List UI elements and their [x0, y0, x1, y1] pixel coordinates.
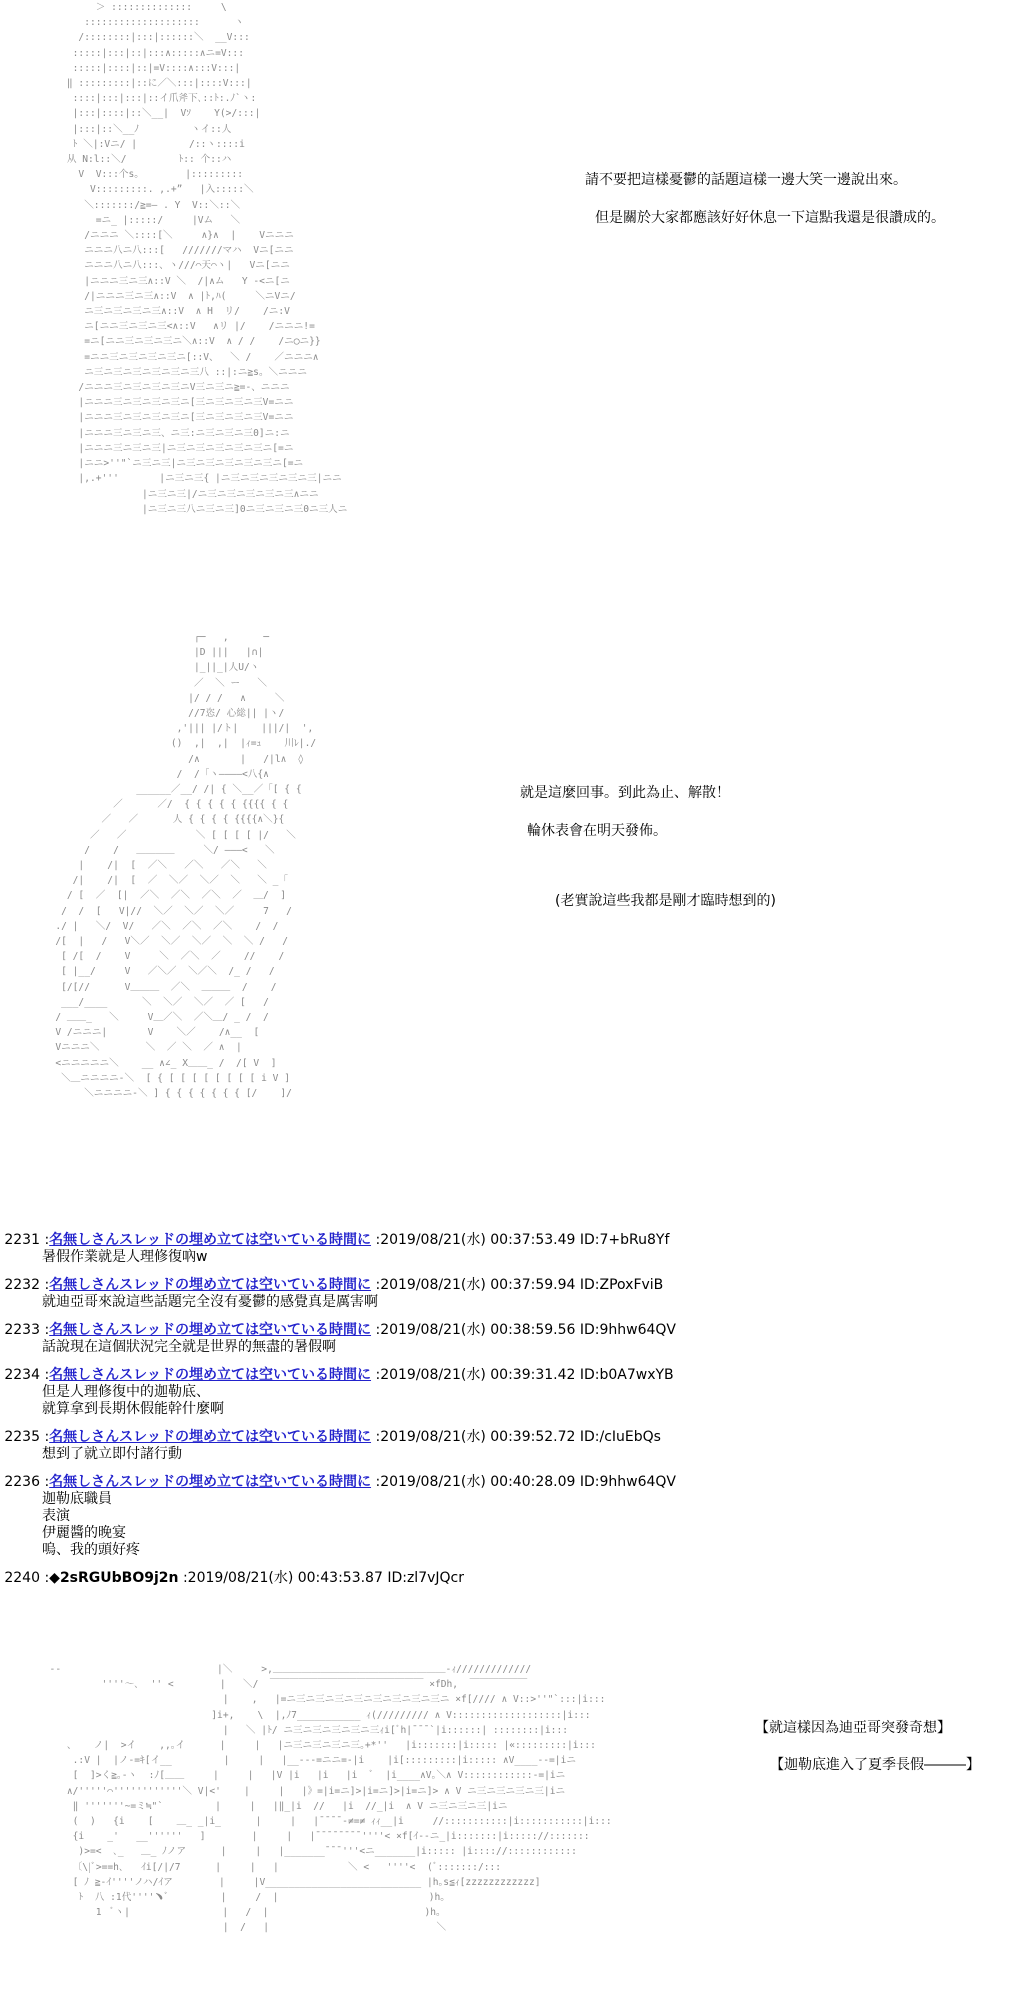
post-meta: :2019/08/21(水) 00:39:31.42 ID:b0A7wxYB: [375, 1367, 674, 1383]
reply-post: 2231 :名無しさんスレッドの埋め立ては空いている時間に :2019/08/21(水) 00:37:53.49 ID:7+bRu8Yf 暑假作業就是人理修復吶w: [0, 1232, 1010, 1266]
post-number: 2240: [4, 1570, 40, 1586]
poster-name-link[interactable]: 名無しさんスレッドの埋め立ては空いている時間に: [49, 1474, 372, 1490]
poster-name-link[interactable]: 名無しさんスレッドの埋め立ては空いている時間に: [49, 1232, 372, 1248]
dialogue-aside: (老實說這些我都是剛才臨時想到的): [555, 893, 776, 909]
post-text: 表演: [42, 1508, 70, 1524]
ascii-art-scene-2: ┌─ , ─ |D ||| |∩| |_||_|人U/ヽ ／ ＼ ー ＼ |/ / / ∧ ＼ //7恣/ 心総|| |ヽ/ ,'||| |/ト| |||/| ', () ,| ,| |ｨ=ｭ 川ﾚ|./ /∧ | /|l∧ ◊ / /「ヽ――――<八{∧ ______／__/ /| { ＼__／「[ { { ／ ／/ { { { { { {{{{ { { ／ ／ 人 { { { { {{{{∧＼}{ ／ ／ ＼ [ [ [ [ |/ ＼ / / ＿＿＿＿ ＼/ ―――< ＼ | /| [ ／＼ ／＼ ／＼ ＼ /| /| [ ／ ＼／ ＼／ ＼ ＼ _「 / [ ／ [| ／＼ ／＼ ／＼ ／ ＿/ ] / / [ V|// ＼／ ＼／ ＼／ 7 / ./ | ＼/ V/ ／＼ ／＼ ／＼ / / /[ | / V＼／ ＼／ ＼／ ＼ ＼ / / [ /[ / V ＼ ／＼ ／ // / [ |__/ V ／＼／ ＼／＼ /_ / / [/[// V＿＿＿ ／＼ ＿＿＿ / / ___/____ ＼ ＼／ ＼／ ／ [ / / ＿＿_ ＼ V＿／＼ ／＼＿/ _ / / V /ニニニ| V ＼／ /∧__ [ Vニニニ＼ ＼ ／ ＼ ／ ∧ | <ニニニニニ＼ __ ∧∠_ X＿＿_ / /[ V ] ＼＿ニニニニ-＼ [ { [ [ [ [ [ [ [ [ i V ] ＼ニニニニ-＼ ] { { { { { { { [/ ]/: [55, 632, 317, 1100]
post-body: [0, 1249, 1010, 1266]
post-number: 2234: [4, 1367, 40, 1383]
post-text: 話說現在這個狀況完全就是世界的無盡的暑假啊: [42, 1339, 336, 1355]
post-text: 迦勒底職員: [42, 1491, 112, 1507]
post-body: [0, 1294, 1010, 1311]
post-number: 2233: [4, 1322, 40, 1338]
post-meta: :2019/08/21(水) 00:37:59.94 ID:ZPoxFviB: [375, 1277, 664, 1293]
reply-post: 2236 :名無しさんスレッドの埋め立ては空いている時間に :2019/08/21(水) 00:40:28.09 ID:9hhw64QV 迦勒底職員 表演 伊麗醬的晚宴 嗚、我的頭好疼: [0, 1474, 1010, 1559]
thread-replies: [0, 1232, 1010, 1598]
dialogue-line: 輪休表會在明天發佈。: [527, 823, 667, 839]
post-body: [0, 1384, 1010, 1418]
post-text: 但是人理修復中的迦勒底、: [42, 1384, 210, 1400]
reply-post: 2235 :名無しさんスレッドの埋め立ては空いている時間に :2019/08/21(水) 00:39:52.72 ID:/cIuEbQs 想到了就立即付諸行動: [0, 1429, 1010, 1463]
post-number: 2231: [4, 1232, 40, 1248]
dialogue-line: 請不要把這樣憂鬱的話題這樣一邊大笑一邊說出來。: [585, 172, 907, 188]
post-text: 就算拿到長期休假能幹什麼啊: [42, 1401, 224, 1417]
post-text: 嗚、我的頭好疼: [42, 1542, 140, 1558]
dialogue-line: 但是關於大家都應該好好休息一下這點我還是很讚成的。: [595, 210, 945, 226]
poster-name-link[interactable]: 名無しさんスレッドの埋め立ては空いている時間に: [49, 1322, 372, 1338]
poster-name-link[interactable]: 名無しさんスレッドの埋め立ては空いている時間に: [49, 1277, 372, 1293]
poster-name-link[interactable]: 名無しさんスレッドの埋め立ては空いている時間に: [49, 1429, 372, 1445]
post-body: [0, 1446, 1010, 1463]
op-tripcode: ◆2sRGUbBO9j2n: [49, 1570, 179, 1586]
ascii-art-scene-1: ＞ :::::::::::::: \ :::::::::::::::::::: ヽ /::::::::|:::|::::::＼ __V::: :::::|:::|::|:::∧:::::∧ニ=V::: :::::|::::|::|=V::::∧:::V:::| ‖ :::::::::|::に／＼:::|::::V:::| ::::|:::|:::|::イ爪斧下､::ﾄ:.ﾉ`ヽ: |:::|::::|::＼__| Vｿ Y(>/:::| |:::|::＼__ﾉ ヽイ::人 ﾄ ＼|:Vニ/ | /::ヽ::::i 从 N:l::＼/ ﾄ:: 个::ハ V V:::个s｡ |::::::::: V:::::::::. ,.+” |入:::::＼ ＼:::::::/≧=― . Y V::＼::＼ =ニ_ |:::::/ |Vム ＼ /ニニニ ＼::::[＼ ∧}∧ | Vニニニ ニニニ八ニ八:::[ ///////マハ Vニ[ニニ ニニニ八ニ八:::、ヽ///⌒天⌒ヽ| Vニ[ニニ |ニニニ三ニ三∧::V ＼ /|∧ム Y -<ニ[ニ /|ニニニ三ニ三∧::V ∧ |ﾄ,ﾊ( ＼ニVニ/ ニ三ニ三ニ三ニ三∧::V ∧ H リ/ /ニ:V ニ[ニニ三ニ三ニ三<∧::V ∧リ |/ /ニニニ!= =ニ[ニニ三ニ三ニ三ニ＼∧::V ∧ / / /ニ◯ニ}} =ニニ三ニ三ニ三ニ三ニ[::V、 ＼ / ／ニニニ∧ ニ三ニ三ニ三ニ三ニ三ニ三八 ::|:ニ≧s。＼ニニニ /ニニニ三ニ三ニ三ニ三ニV三ニ三ニ≧=-、ニニニ |ニニニ三ニ三ニ三ニ三ニ[三ニ三ニ三ニ三V=ニニ |ニニニ三ニ三ニ三ニ三ニ[三ニ三ニ三ニ三V=ニニ |ニニニ三ニ三ニ三、ニ三:ニ三ニ三ニ三0]ニ:ニ |ニニニ三ニ三ニ三|ニ三ニ三ニ三ニ三ニ三ニ[=ニ |ニニ>''"`ニ三ニ三|ニ三ニ三ニ三ニ三ニ三ニ[=ニ |,.+''' |ニ三ニ三{ |ニ三ニ三ニ三ニ三ニ三|ニニ |ニ三ニ三|/ニ三ニ三ニ三ニ三ニ三∧ニニ |ニ三ニ三八ニ三ニ三]0ニ三ニ三ニ三0ニ三人ニ: [66, 2, 348, 515]
post-text: 伊麗醬的晚宴: [42, 1525, 126, 1541]
poster-name-link[interactable]: 名無しさんスレッドの埋め立ては空いている時間に: [49, 1367, 372, 1383]
post-meta: :2019/08/21(水) 00:37:53.49 ID:7+bRu8Yf: [375, 1232, 670, 1248]
op-post: 2240 :◆2sRGUbBO9j2n :2019/08/21(水) 00:43:53.87 ID:zl7vJQcr: [0, 1570, 1010, 1587]
dialogue-line: 就是這麼回事。到此為止、解散！: [520, 785, 730, 801]
reply-post: 2232 :名無しさんスレッドの埋め立ては空いている時間に :2019/08/21(水) 00:37:59.94 ID:ZPoxFviB 就迪亞哥來說這些話題完全沒有憂鬱的感覺真是厲害啊: [0, 1277, 1010, 1311]
reply-post: 2233 :名無しさんスレッドの埋め立ては空いている時間に :2019/08/21(水) 00:38:59.56 ID:9hhw64QV 話說現在這個狀況完全就是世界的無盡的暑假啊: [0, 1322, 1010, 1356]
post-number: 2236: [4, 1474, 40, 1490]
post-text: 就迪亞哥來說這些話題完全沒有憂鬱的感覺真是厲害啊: [42, 1294, 378, 1310]
post-text: 想到了就立即付諸行動: [42, 1446, 182, 1462]
narration-line: 【就這樣因為迪亞哥突發奇想】: [755, 1720, 951, 1736]
post-number: 2232: [4, 1277, 40, 1293]
post-meta: :2019/08/21(水) 00:43:53.87 ID:zl7vJQcr: [182, 1570, 464, 1586]
post-text: 暑假作業就是人理修復吶w: [42, 1249, 208, 1265]
ascii-art-scene-3: ‐‐ |＼ >,＿＿＿＿＿＿＿＿＿＿＿＿＿＿＿＿＿＿-ｨ///////////// ''''～､ '' < | ＼/ ￣￣￣￣￣￣￣￣￣￣￣￣￣￣￣￣ ×fDh, ￣￣￣￣￣￣ | , |=ニ三ニ三ニ三ニ三ニ三ニ三ニ三ニ三ニ ×f[//// ∧ V::>''"`:::|i::: ]i+, \ |,ﾉ7___________ ｨ(///////// ∧ V:::::::::::::::::::|i::: | ＼ |ﾄ/ ニ三ニ三ニ三ニ三ニ三ｨi[ﾞh|¯¯¯`|i::::::| ::::::::|i::: 、 ノ| >イ ,,｡イ | | |ニ三ニ三ニ三ニ三｡+*'' |i:::::::|i::::: |«:::::::::|i::: .:V | |ノ-=ｷ[イ__ | | |__---=ニニ=-|i |i[:::::::::|i::::: ∧V____--=|iニ [ ]>く≧｡-ヽ :ﾉ[＿＿ | | |V |i |i |i ﾞ |i____∧V｡＼∧ V::::::::::::-=|iニ ∧/'''''⌒''''''''''''＼ V|<' | | |》=|i=ニ]>|i=ニ]>|i=ニ]> ∧ V ニ三ニ三ニ三ニ三|iニ ‖ '''''''~=ミ≒"` | | |‖_|i // |i //_|i ∧ V ニ三ニ三ニ三|iニ ( ) {i [ ＿_ _|i_ | | |¯¯¯¯-≠=≠ ｨｨ__|i //:::::::::::|i:::::::::::|i::: {i _' __'''''' ] | | |¯¯¯¯¯¯¯¯''''< ×f[ｲ--ニ_|i:::::::|i::::://::::::: )>=< ､_ ＿_ ﾉノア | | |_______¯¯¯'''<ニ_______|i::::: |i:::://:::::::::::: 〔\|ﾞ>==h､ ｲi[/|/7 | | | ＼ < ''''< (ﾞ:::::::/::: [ ﾉ ≧-ｲ''''ノハ/ｲア | |V___________________________ |h｡s≦ｨ[zzzzzzzzzzzz] ﾄ 八 :1代''''﹅ﾞ | / | )h｡ 1 ﾞヽ| | / | )h｡ | / | ＼: [49, 1664, 612, 1934]
post-meta: :2019/08/21(水) 00:38:59.56 ID:9hhw64QV: [375, 1322, 676, 1338]
post-body: [0, 1491, 1010, 1559]
narration-line: 【迦勒底進入了夏季長假―――】: [770, 1757, 980, 1773]
post-number: 2235: [4, 1429, 40, 1445]
post-meta: :2019/08/21(水) 00:40:28.09 ID:9hhw64QV: [375, 1474, 676, 1490]
reply-post: 2234 :名無しさんスレッドの埋め立ては空いている時間に :2019/08/21(水) 00:39:31.42 ID:b0A7wxYB 但是人理修復中的迦勒底、 就算拿到長期休假能幹什麼啊: [0, 1367, 1010, 1418]
post-meta: :2019/08/21(水) 00:39:52.72 ID:/cIuEbQs: [375, 1429, 661, 1445]
post-body: [0, 1339, 1010, 1356]
